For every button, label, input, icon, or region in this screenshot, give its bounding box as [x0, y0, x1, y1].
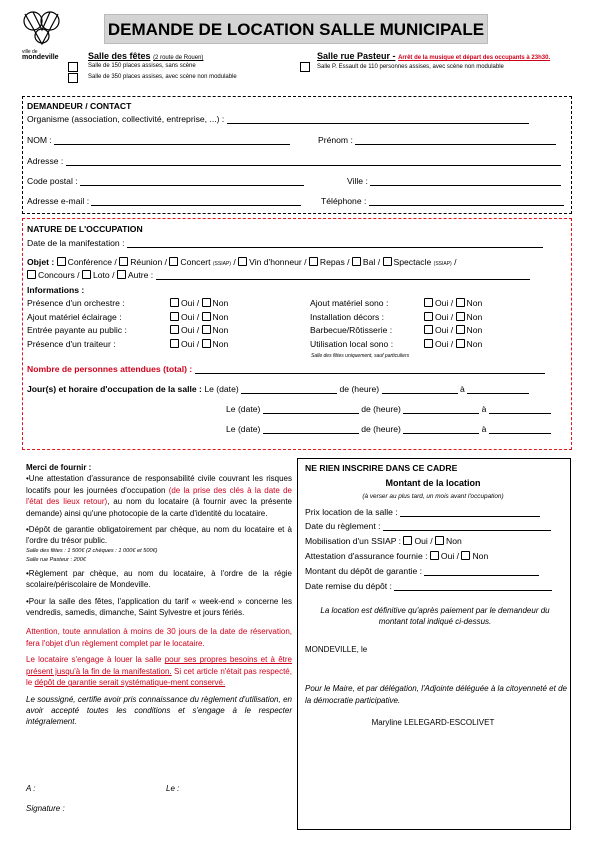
salle-pasteur-heading: Salle rue Pasteur - Arrêt de la musique et départ des occupants à 23h30. — [317, 51, 551, 61]
nombre-personnes-field[interactable]: Nombre de personnes attendues (total) : — [27, 364, 545, 374]
demandeur-heading: DEMANDEUR / CONTACT — [27, 101, 132, 111]
code-postal-field[interactable]: Code postal : — [27, 176, 304, 186]
signature-field[interactable]: Signature : — [26, 804, 65, 813]
repas-checkbox[interactable] — [309, 257, 318, 266]
telephone-field[interactable]: Téléphone : — [321, 196, 564, 206]
merci-item-1: •Une attestation d'assurance de responsabilité civile couvrant les risques locatifs pour les journées d'occupation (de la prise des clés à la date de l'état des lieux retour), au nom du locataire (à fournir avec la présente demande) ainsi qu'une photocopie de la carte d'identité du locataire. — [26, 474, 292, 518]
admin-heading: NE RIEN INSCRIRE DANS CE CADRE — [305, 463, 458, 473]
prix-location-field: Prix location de la salle : — [305, 507, 540, 517]
sono-label: Ajout matériel sono : — [310, 298, 389, 308]
page-title: DEMANDE DE LOCATION SALLE MUNICIPALE — [104, 14, 488, 44]
prenom-field[interactable]: Prénom : — [318, 135, 556, 145]
decors-choice[interactable]: Oui / Non — [424, 312, 482, 322]
salle-fetes-heading: Salle des fêtes (2 route de Rouen) — [88, 51, 204, 61]
barbecue-label: Barbecue/Rôtisserie : — [310, 325, 393, 335]
depot-pasteur: Salle rue Pasteur : 200€ — [26, 556, 87, 563]
salle-pasteur-label: Salle P. Essault de 110 personnes assises, avec scène non modulable — [317, 64, 504, 70]
depot-fetes: Salle des fêtes : 1 500€ (2 chèques : 1 000€ et 500€) — [26, 547, 158, 554]
loto-checkbox[interactable] — [82, 270, 91, 279]
salle-150-label: Salle de 150 places assises, sans scène — [88, 63, 196, 69]
payante-label: Entrée payante au public : — [27, 325, 127, 335]
organisme-field[interactable]: Organisme (association, collectivité, entreprise, ...) : — [27, 114, 529, 124]
montant-depot-field: Montant du dépôt de garantie : — [305, 566, 539, 576]
salle-350-label: Salle de 350 places assises, avec scène non modulable — [88, 74, 237, 80]
ville-field[interactable]: Ville : — [347, 176, 561, 186]
objet-row-2: Concours / Loto / Autre : — [27, 270, 530, 280]
occupation-heading: NATURE DE L'OCCUPATION — [27, 224, 143, 234]
mondeville-le: MONDEVILLE, le — [305, 645, 368, 654]
local-sono-choice[interactable]: Oui / Non — [424, 339, 482, 349]
date-reglement-field: Date du règlement : — [305, 521, 551, 531]
montant-heading: Montant de la location — [385, 478, 481, 488]
traiteur-choice[interactable]: Oui / Non — [170, 339, 228, 349]
spectacle-checkbox[interactable] — [383, 257, 392, 266]
logo-tag: ville de — [22, 49, 38, 55]
salle-350-checkbox[interactable] — [68, 73, 78, 83]
barbecue-choice[interactable]: Oui / Non — [424, 325, 482, 335]
logo — [22, 10, 62, 60]
date-signature-field[interactable]: Le : — [166, 784, 180, 793]
eclairage-choice[interactable]: Oui / Non — [170, 312, 228, 322]
soussigne-text: Le soussigné, certifie avoir pris connaissance du règlement d'utilisation, en avoir accepté toutes les conditions et s'engage à le respecter intégralement. — [26, 694, 292, 727]
decors-label: Installation décors : — [310, 312, 385, 322]
objet-row: Objet : Conférence / Réunion / Concert (SSIAP) / Vin d'honneur / Repas / Bal / Spectacle (SSIAP) / — [27, 257, 457, 267]
attestation-field: Attestation d'assurance fournie : Oui / Non — [305, 551, 489, 561]
salle-150-checkbox[interactable] — [68, 62, 78, 72]
local-sono-note: Salle des fêtes uniquement, sauf particuliers — [311, 353, 410, 359]
traiteur-label: Présence d'un traiteur : — [27, 339, 116, 349]
engagement-warning: Le locataire s'engage à louer la salle pour ses propres besoins et à être présent jusqu'à la fin de la manifestation. Si cet article n'était pas respecté, le dépôt de garantie serait systématique-ment conservé. — [26, 655, 292, 688]
logo-text: mondeville — [22, 54, 59, 61]
eclairage-label: Ajout matériel éclairage : — [27, 312, 122, 322]
salle-pasteur-checkbox[interactable] — [300, 62, 310, 72]
autre-field[interactable] — [156, 270, 530, 280]
local-sono-label: Utilisation local sono : — [310, 339, 394, 349]
autre-checkbox[interactable] — [117, 270, 126, 279]
verser-note: (à verser au plus tard, un mois avant l'occupation) — [362, 493, 504, 500]
reunion-checkbox[interactable] — [119, 257, 128, 266]
merci-item-2: •Dépôt de garantie obligatoirement par chèque, au nom du locataire et à l'ordre du trésor public. — [26, 525, 292, 546]
email-field[interactable]: Adresse e-mail : — [27, 196, 301, 206]
merci-item-3: •Règlement par chèque, au nom du locataire, à l'ordre de la régie scolaire/périscolaire de Mondeville. — [26, 568, 292, 590]
concours-checkbox[interactable] — [27, 270, 36, 279]
nom-field[interactable]: NOM : — [27, 135, 290, 145]
orchestre-label: Présence d'un orchestre : — [27, 298, 125, 308]
conference-checkbox[interactable] — [57, 257, 66, 266]
merci-item-4: •Pour la salle des fêtes, l'application du tarif « week-end » concerne les vendredis, samedis, dimanche, Saint Sylvestre et jours fériés. — [26, 596, 292, 618]
date-remise-field: Date remise du dépôt : — [305, 581, 552, 591]
concert-checkbox[interactable] — [169, 257, 178, 266]
informations-heading: Informations : — [27, 285, 85, 295]
signataire-name: Maryline LELEGARD-ESCOLIVET — [371, 718, 495, 727]
annulation-warning: Attention, toute annulation à moins de 30 jours de la date de réservation, fera l'objet d'un règlement complet par le locataire. — [26, 627, 292, 648]
mondeville-logo-icon — [22, 10, 62, 48]
vin-honneur-checkbox[interactable] — [238, 257, 247, 266]
sono-choice[interactable]: Oui / Non — [424, 298, 482, 308]
bal-checkbox[interactable] — [352, 257, 361, 266]
adresse-field[interactable]: Adresse : — [27, 156, 561, 166]
definitive-note: La location est définitive qu'après paiement par le demandeur du montant total indiqué ci-dessus. — [320, 606, 550, 626]
delegation-text: Pour le Maire, et par délégation, l'Adjointe déléguée à la citoyenneté et de la démocratie participative. — [305, 684, 567, 705]
payante-choice[interactable]: Oui / Non — [170, 325, 228, 335]
orchestre-choice[interactable]: Oui / Non — [170, 298, 228, 308]
date-manifestation-field[interactable]: Date de la manifestation : — [27, 238, 543, 248]
jours-horaire-row-3[interactable]: Le (date) de (heure) à — [226, 424, 551, 434]
merci-section — [26, 462, 292, 728]
merci-heading: Merci de fournir : — [26, 463, 92, 472]
jours-horaire-row-2[interactable]: Le (date) de (heure) à — [226, 404, 551, 414]
ssiap-field: Mobilisation d'un SSIAP : Oui / Non — [305, 536, 462, 546]
lieu-field[interactable]: A : — [26, 784, 36, 793]
jours-horaire-row-1[interactable]: Jour(s) et horaire d'occupation de la salle : Le (date) de (heure) à — [27, 384, 529, 394]
